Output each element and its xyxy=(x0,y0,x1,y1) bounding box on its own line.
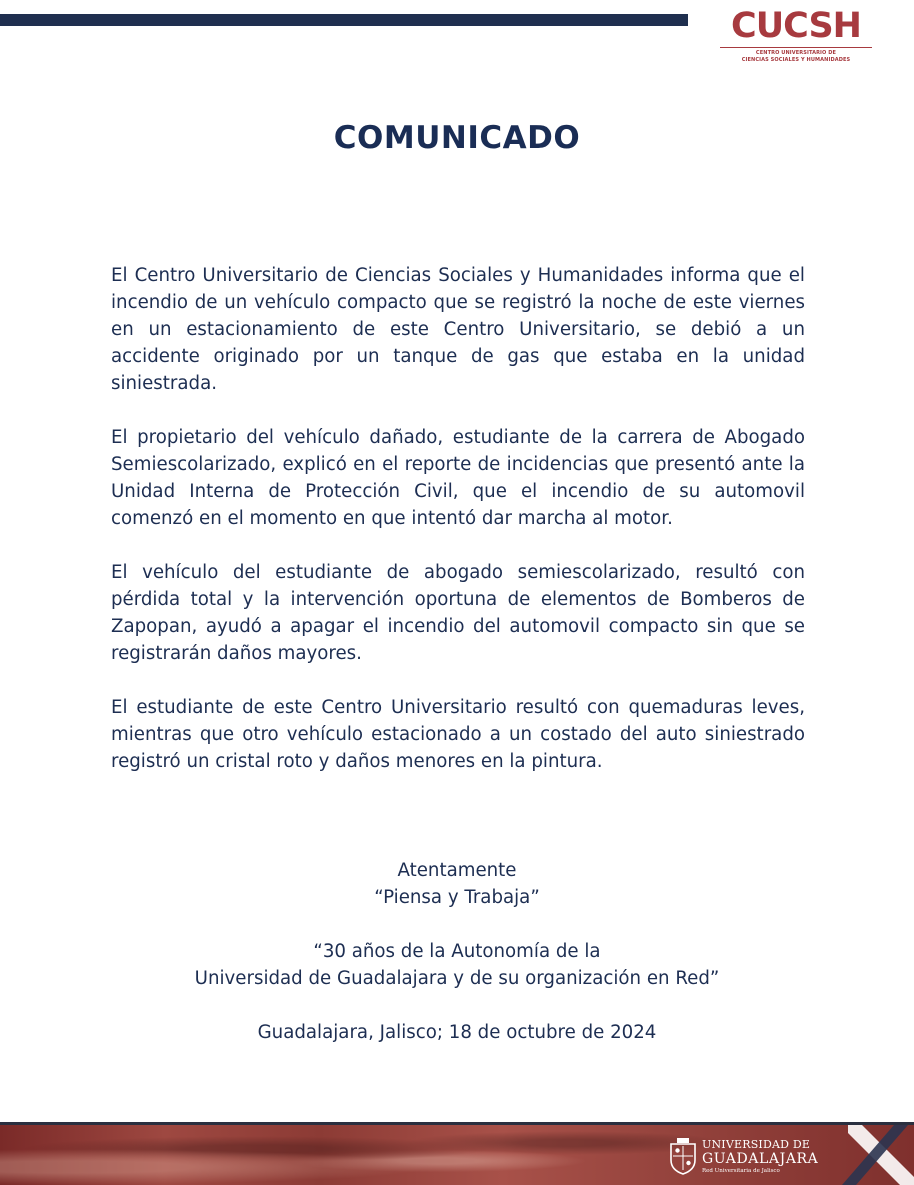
udg-logo xyxy=(668,1136,818,1180)
paragraph: El estudiante de este Centro Universitario resultó con quemaduras leves, mientras que otro vehículo estacionado a un costado del auto siniestrado registró un cristal roto y daños menores en la pintura. xyxy=(111,697,805,772)
paragraph: El Centro Universitario de Ciencias Sociales y Humanidades informa que el incendio de un vehículo compacto que se registró la noche de este viernes en un estacionamiento de este Centro Universitario, se debió a un accidente originado por un tanque de gas que estaba en la unidad siniestrada. xyxy=(111,265,805,394)
header-bar xyxy=(0,14,688,26)
salutation: Atentamente xyxy=(397,860,517,881)
paragraph: El propietario del vehículo dañado, estudiante de la carrera de Abogado Semiescolarizado, explicó en el reporte de incidencias que presentó ante la Unidad Interna de Protección Civil, que el incendio de su automovil comenzó en el momento en que intentó dar marcha al motor. xyxy=(111,427,805,529)
cucsh-logo xyxy=(718,8,874,70)
anniversary-line2: Universidad de Guadalajara y de su organización en Red” xyxy=(194,968,720,989)
logo-divider xyxy=(720,47,872,48)
udg-name-line2: GUADALAJARA xyxy=(702,1151,819,1167)
document-body xyxy=(111,262,805,802)
corner-decoration xyxy=(838,1125,914,1185)
motto: “Piensa y Trabaja” xyxy=(374,887,540,908)
logo-text: CUCSH xyxy=(731,6,861,46)
logo-subtitle-line2: CIENCIAS SOCIALES Y HUMANIDADES xyxy=(741,57,851,63)
udg-seal-icon xyxy=(668,1136,698,1176)
place-date: Guadalajara, Jalisco; 18 de octubre de 2024 xyxy=(257,1022,657,1043)
page-title: COMUNICADO xyxy=(333,120,581,156)
logo-subtitle-line1: CENTRO UNIVERSITARIO DE xyxy=(755,50,837,56)
paragraph: El vehículo del estudiante de abogado semiescolarizado, resultó con pérdida total y la intervención oportuna de elementos de Bomberos de Zapopan, ayudó a apagar el incendio del automovil compacto sin que se registrarán daños mayores. xyxy=(111,562,805,664)
footer-divider xyxy=(0,1122,914,1125)
udg-name-line1: UNIVERSIDAD DE xyxy=(702,1138,811,1151)
anniversary-line1: “30 años de la Autonomía de la xyxy=(313,941,601,962)
closing-block xyxy=(0,857,914,1046)
udg-name-line3: Red Universitaria de Jalisco xyxy=(702,1168,780,1174)
